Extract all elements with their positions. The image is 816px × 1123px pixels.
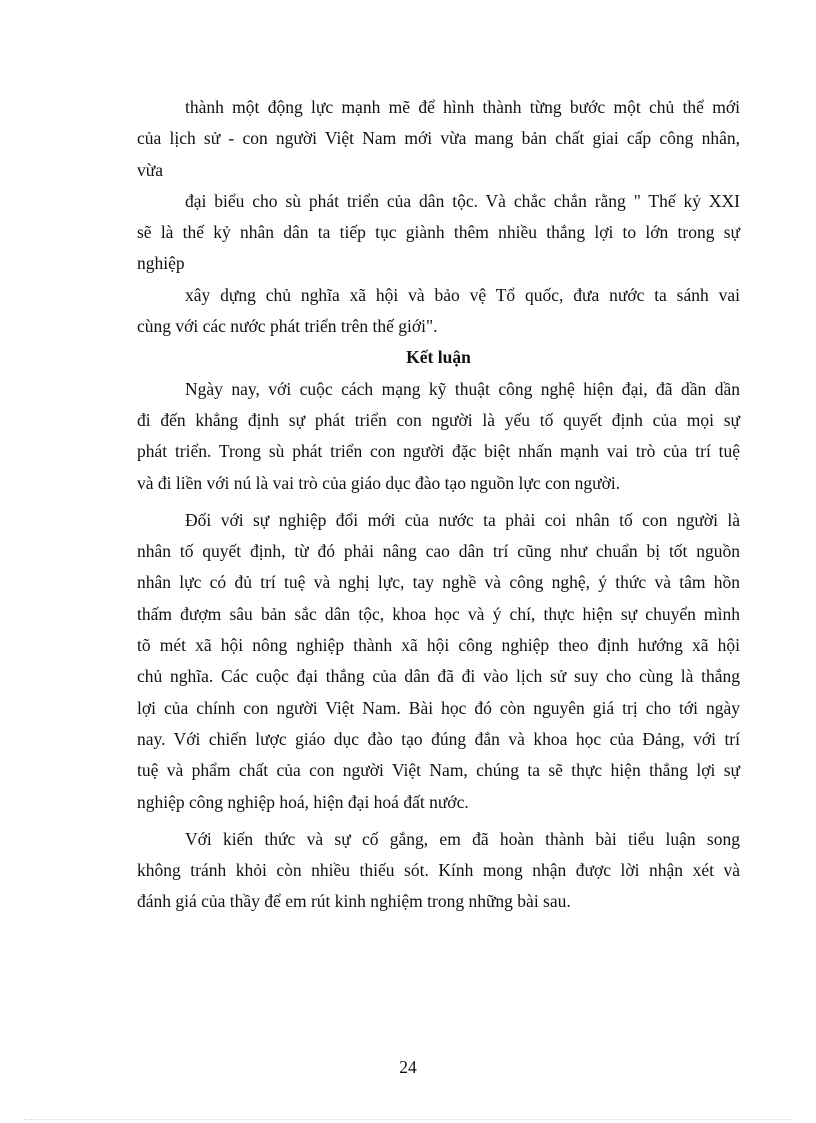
page-number: 24 xyxy=(399,1057,417,1077)
paragraph-line: đi đến khẳng định sự phát triển con người là yếu tố quyết định của mọi sự xyxy=(137,409,740,430)
paragraph-line: và đi liền với nú là vai trò của giáo dục đào tạo nguồn lực con người. xyxy=(137,472,621,493)
paragraph-line: tõ mét xã hội nông nghiệp thành xã hội công nghiệp theo định hướng xã hội xyxy=(137,635,740,656)
paragraph-line: chủ nghĩa. Các cuộc đại thắng của dân đã đi vào lịch sử suy cho cùng là thắng xyxy=(137,666,740,687)
text-line: của lịch sử - con người Việt Nam mới vừa mang bản chất giai cấp công nhân, xyxy=(137,128,740,149)
paragraph-line: phát triển. Trong sù phát triển con người đặc biệt nhấn mạnh vai trò của trí tuệ xyxy=(137,441,740,462)
paragraph-line: thấm đượm sâu bản sắc dân tộc, khoa học và ý chí, thực hiện sự chuyển mình xyxy=(137,603,740,624)
page-bottom-divider xyxy=(24,1119,792,1120)
paragraph-line: tuệ và phẩm chất của con người Việt Nam, chúng ta sẽ thực hiện thắng lợi sự xyxy=(137,760,740,781)
paragraph-line: lợi của chính con người Việt Nam. Bài học đó còn nguyên giá trị cho tới ngày xyxy=(137,697,740,718)
text-line: nghiệp xyxy=(137,253,185,274)
section-heading: Kết luận xyxy=(406,347,471,368)
paragraph-line: không tránh khỏi còn nhiều thiếu sót. Kính mong nhận được lời nhận xét và xyxy=(137,860,740,881)
paragraph-line: nghiệp công nghiệp hoá, hiện đại hoá đất nước. xyxy=(137,791,469,812)
paragraph-line: Ngày nay, với cuộc cách mạng kỹ thuật công nghệ hiện đại, đã dần dần xyxy=(185,378,740,399)
paragraph-line: Với kiến thức và sự cố gắng, em đã hoàn thành bài tiểu luận song xyxy=(185,828,740,849)
paragraph-line: nay. Với chiến lược giáo dục đào tạo đúng đắn và khoa học của Đảng, với trí xyxy=(137,728,740,749)
body-text xyxy=(137,92,740,918)
text-line: xây dựng chủ nghĩa xã hội và bảo vệ Tổ quốc, đưa nước ta sánh vai xyxy=(185,284,740,305)
paragraph-line: nhân lực có đủ trí tuệ và nghị lực, tay nghề và công nghệ, ý thức và tâm hồn xyxy=(137,572,740,593)
text-line: vừa xyxy=(137,159,164,180)
text-line: sẽ là thế kỷ nhân dân ta tiếp tục giành thêm nhiều thắng lợi to lớn trong sự xyxy=(137,222,740,243)
paragraph-line: Đối với sự nghiệp đổi mới của nước ta phải coi nhân tố con người là xyxy=(185,509,740,530)
text-line: cùng với các nước phát triển trên thế giới". xyxy=(137,316,438,337)
text-line: thành một động lực mạnh mẽ để hình thành từng bước một chủ thể mới xyxy=(185,97,740,117)
text-line: đại biểu cho sù phát triển của dân tộc. Và chắc chắn rằng " Thế kỷ XXI xyxy=(185,190,740,211)
paragraph-line: nhân tố quyết định, từ đó phải nâng cao dân trí cũng như chuẩn bị tốt nguồn xyxy=(137,541,740,562)
paragraph-line: đánh giá của thầy để em rút kinh nghiệm trong những bài sau. xyxy=(137,891,571,912)
